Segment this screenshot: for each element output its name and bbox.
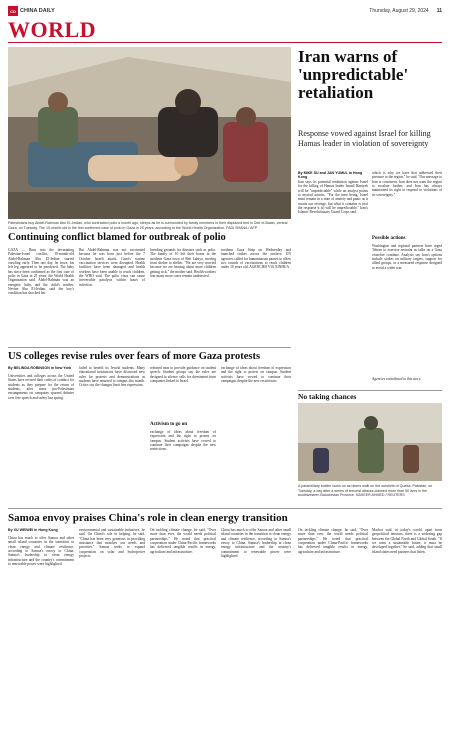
feature-photo-illustration <box>298 403 442 481</box>
colleges-column-3: released near to provide guidance on student speech. Student groups say the rules are designed to silence calls for divestment from companies linked to Israel. <box>150 366 216 384</box>
page-number: 11 <box>436 8 442 14</box>
feature-photo-caption: A paramilitary soldier looks on as hikers walk on the outskirts of Quetta, Pakistan, on Tuesday, a day after a series of terrorist attacks claimed more than 50 lives in the southwestern Balochistan Province. NASEER AHMED / REUTERS <box>298 484 433 498</box>
brand-name: CHINA DAILY <box>20 8 55 14</box>
samoa-column-5: On tackling climate change, he said, "Over more than ever, the world needs political partnerships." He noted that practical cooperation under China-Pacific frameworks has delivered tangible results in energy, agriculture and infrastructure. <box>298 528 368 554</box>
colleges-column-5: exchange of ideas about freedom of expression and the right to protest on campus. Student activists have vowed to continue their campaigns despite the new restrictions. <box>221 366 291 384</box>
section-rule <box>8 42 442 43</box>
iran-subhead: Possible actions <box>372 236 406 241</box>
lead-photo-caption: Palestinians buy Abdel-Rahman Abu El-Jedian, who contracted polio a month ago, sleeps as he is surrounded by family members in their displaced tent in Deir el-Balah, central Gaza, on Tuesday. The 10-month-old is the first confirmed case of polio in Gaza in 25 years, according to the World Health Organization. FADI SHANA / AFP <box>8 221 288 230</box>
samoa-column-6: Machoi said, in today's world, apart from geopolitical tensions, there is a widening gap between the Global North and Global South. "If we want a sustainable future, it must be developed together," he said, adding that small island states need partners that listen. <box>372 528 442 554</box>
samoa-column-1: China has much to offer Samoa and other small island countries in the transition to clean energy and climate resilience, according to Samoa's envoy to China. Samoa's leadership in clean energy infrastructure and the country's commitment to renewable power were highlighted. <box>8 536 74 567</box>
colleges-column-1: Universities and colleges across the United States have revised their codes of conduct for students as they prepare for the return of students, after mass pro-Palestinian encampments on campuses spurred debates over free speech and safety last spring. <box>8 374 74 400</box>
samoa-column-3: On tackling climate change, he said, "Over more than ever, the world needs political partnerships." He noted that practical cooperation under China-Pacific frameworks has delivered tangible results in energy, agriculture and infrastructure. <box>150 528 216 554</box>
section-title: WORLD <box>8 17 97 42</box>
colleges-column-2: failed to benefit its Jewish students. Many educational institutions have discussed new rules for protests and demonstrations as students have returned to campus this month. Critics say the changes limit free expression. <box>79 366 145 388</box>
divider-2 <box>298 390 442 391</box>
logo-mark: CD <box>8 6 18 16</box>
iran-headline: Iran warns of 'unpredictable' retaliation <box>298 47 409 102</box>
masthead-bar <box>8 5 442 17</box>
lead-photo <box>8 47 291 219</box>
feature-photo <box>298 403 442 481</box>
samoa-column-4: China has much to offer Samoa and other small island countries in the transition to clean energy and climate resilience, according to Samoa's envoy to China. Samoa's leadership in clean energy infrastructure and the country's commitment to renewable power were highlighted. <box>221 528 291 559</box>
polio-headline: Continuing conflict blamed for outbreak of polio <box>8 232 226 243</box>
brand-logo <box>8 6 55 16</box>
samoa-column-2: environmental and sustainable initiatives, he said. On China's role in helping, he said, "China has been very generous in providing assistance that matches our needs and priorities." Samoa seeks to expand cooperation on solar and hydropower projects. <box>79 528 145 559</box>
iran-standfirst: Response vowed against Israel for killing Hamas leader in violation of sovereignty <box>298 129 431 148</box>
iran-column-3: Washington and regional partners have urged Tehran to exercise restraint as talks on a Gaza ceasefire continue. Analysts say Iran's options include strikes on military targets, support for allied groups, or a measured response designed to avoid a wider war. <box>372 244 442 270</box>
iran-byline: By MIKE SU and JAN YUMUL in Hong Kong <box>298 171 363 179</box>
divider-3 <box>8 508 442 509</box>
colleges-headline: US colleges revise rules over fears of more Gaza protests <box>8 351 261 362</box>
lead-photo-illustration <box>8 47 291 219</box>
colleges-column-4: exchange of ideas about freedom of expression and the right to protest on campus. Student activists have vowed to continue their campaigns despite the new restrictions. <box>150 430 216 452</box>
iran-credit: Agencies contributed to this story. <box>372 377 422 381</box>
polio-column-2: But Abdel-Rahman was not vaccinated because he was born just before the 7 October Israeli attack. Gaza's routine vaccination services were disrupted. Health facilities have been damaged and health workers have been unable to reach children, the WHO said. The polio virus can cause irreversible paralysis within hours of infection. <box>79 248 145 287</box>
polio-column-1: GAZA — Born into the devastating Palestine-Israel conflict, 10-month-old Abdel-Rahman Abu El-Jedian started crawling early. Then one day, he froze, his left leg appeared to be paralyzed. The baby has since been confirmed as the first case of polio in Gaza in 25 years, the World Health Organization said. Abdel-Rahman was an energetic baby, and the child's mother, Nevine Abu El-Jedian, said the boy's condition has shocked her. <box>8 248 74 296</box>
issue-date: Thursday, August 29, 2024 <box>369 8 429 14</box>
colleges-subhead: Activism to go on <box>150 422 188 427</box>
colleges-byline: By BELINDA ROBINSON in New York <box>8 366 72 370</box>
iran-column-2: which is why we have that addressed their pressure to the region," he said. "Our message to Iran is consistent. Iran does not want the region to escalate further, and Iran has always maintained its right to respond to violations of its sovereignty." <box>372 171 442 197</box>
iran-column-1: Iran says its potential retaliation against Israel for the killing of Hamas leader Ismail Haniyeh will be "unpredictable" while an analyst points to myriad actions. "For the time being, Israel must remain in a state of anxiety and panic as it awaits our revenge, but what it contains is (not the response it is) will be unpredictable," Iran's Islamic Revolutionary Guard Corps said. <box>298 180 368 215</box>
samoa-byline: By XU WEIWEI in Hong Kong <box>8 528 58 532</box>
polio-column-3: breeding grounds for diseases such as polio. The family of 10 left their home in the northern Gaza town of Beit Lahiya, moving from shelter to shelter. "We are very worried because we are hearing about more children getting sick," the mother said. Health workers fear many more cases remain undetected. <box>150 248 216 279</box>
polio-column-4: northern Gaza Strip on Wednesday and launched strikes across the enclave. UN agencies called for humanitarian pauses to allow two rounds of vaccinations to reach children under 10 years old. AGENCIES VIA XINHUA <box>221 248 291 270</box>
photo-feature-headline: No taking chances <box>298 392 357 401</box>
samoa-headline: Samoa envoy praises China's role in clean energy transition <box>8 512 288 524</box>
divider-1 <box>8 347 291 348</box>
